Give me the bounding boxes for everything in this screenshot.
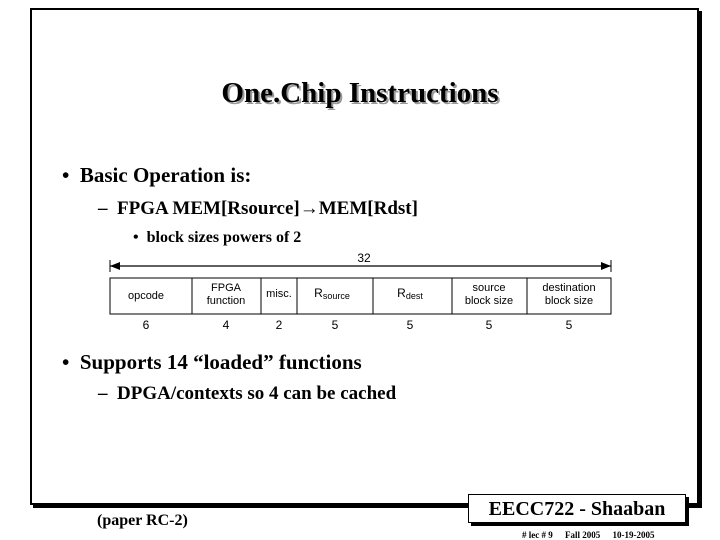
field-rdest-sub: dest [405, 291, 423, 301]
field-rsource-sub: source [322, 291, 350, 301]
bits-opcode: 6 [142, 318, 150, 332]
sub-bullet-fpga-mem-prefix: FPGA MEM[Rsource] [117, 198, 300, 219]
bullet-loaded-functions: • Supports 14 “loaded” functions [62, 350, 362, 374]
bullet-basic-operation: • Basic Operation is: [62, 163, 252, 187]
field-misc: misc. [266, 288, 292, 300]
bullet-loaded-functions-text: Supports 14 “loaded” functions [79, 350, 362, 374]
course-badge: EECC722 - Shaaban [468, 494, 686, 523]
field-rsource [314, 286, 350, 301]
instruction-word-box [110, 278, 611, 314]
sub-bullet-dpga-contexts: – DPGA/contexts so 4 can be cached [98, 383, 397, 404]
bits-misc: 2 [275, 318, 283, 332]
field-fpga-function-line1: FPGA [211, 282, 241, 294]
bits-source-block-size: 5 [485, 318, 493, 332]
course-info [522, 530, 665, 540]
field-rsource-base: R [314, 286, 323, 300]
term: Fall 2005 [565, 530, 601, 540]
date: 10-19-2005 [612, 530, 655, 540]
dimension-arrow-left-icon [110, 262, 120, 270]
dimension-arrow-right-icon [601, 262, 611, 270]
sub-bullet-dpga-contexts-text: DPGA/contexts so 4 can be cached [117, 383, 397, 404]
paper-reference: (paper RC-2) [97, 512, 188, 529]
sub-sub-bullet-block-sizes-text: block sizes powers of 2 [146, 229, 302, 246]
slide-title: One.Chip Instructions [221, 77, 499, 109]
field-destination-block-size-line2: block size [544, 295, 594, 307]
arrow-icon: → [299, 198, 319, 219]
sub-sub-bullet-block-sizes: • block sizes powers of 2 [133, 229, 302, 246]
bits-destination-block-size: 5 [565, 318, 573, 332]
field-destination-block-size-line1: destination [542, 282, 596, 294]
field-source-block-size-line1: source [472, 282, 506, 294]
total-bits-label: 32 [357, 252, 371, 265]
instruction-format-diagram [105, 252, 617, 332]
sub-bullet-fpga-mem-suffix: MEM[Rdst] [318, 198, 418, 219]
bits-rsource: 5 [331, 318, 339, 332]
bullet-basic-operation-text: Basic Operation is: [79, 163, 252, 187]
field-fpga-function-line2: function [206, 295, 246, 307]
bits-fpga-function: 4 [222, 318, 230, 332]
lecture-number: # lec # 9 [522, 530, 553, 540]
field-rdest [397, 286, 423, 301]
bits-rdest: 5 [406, 318, 414, 332]
field-rdest-base: R [397, 286, 406, 300]
sub-bullet-fpga-mem: – FPGA MEM[Rsource]→MEM[Rdst] [98, 198, 418, 219]
field-opcode: opcode [127, 290, 165, 302]
field-source-block-size-line2: block size [464, 295, 514, 307]
